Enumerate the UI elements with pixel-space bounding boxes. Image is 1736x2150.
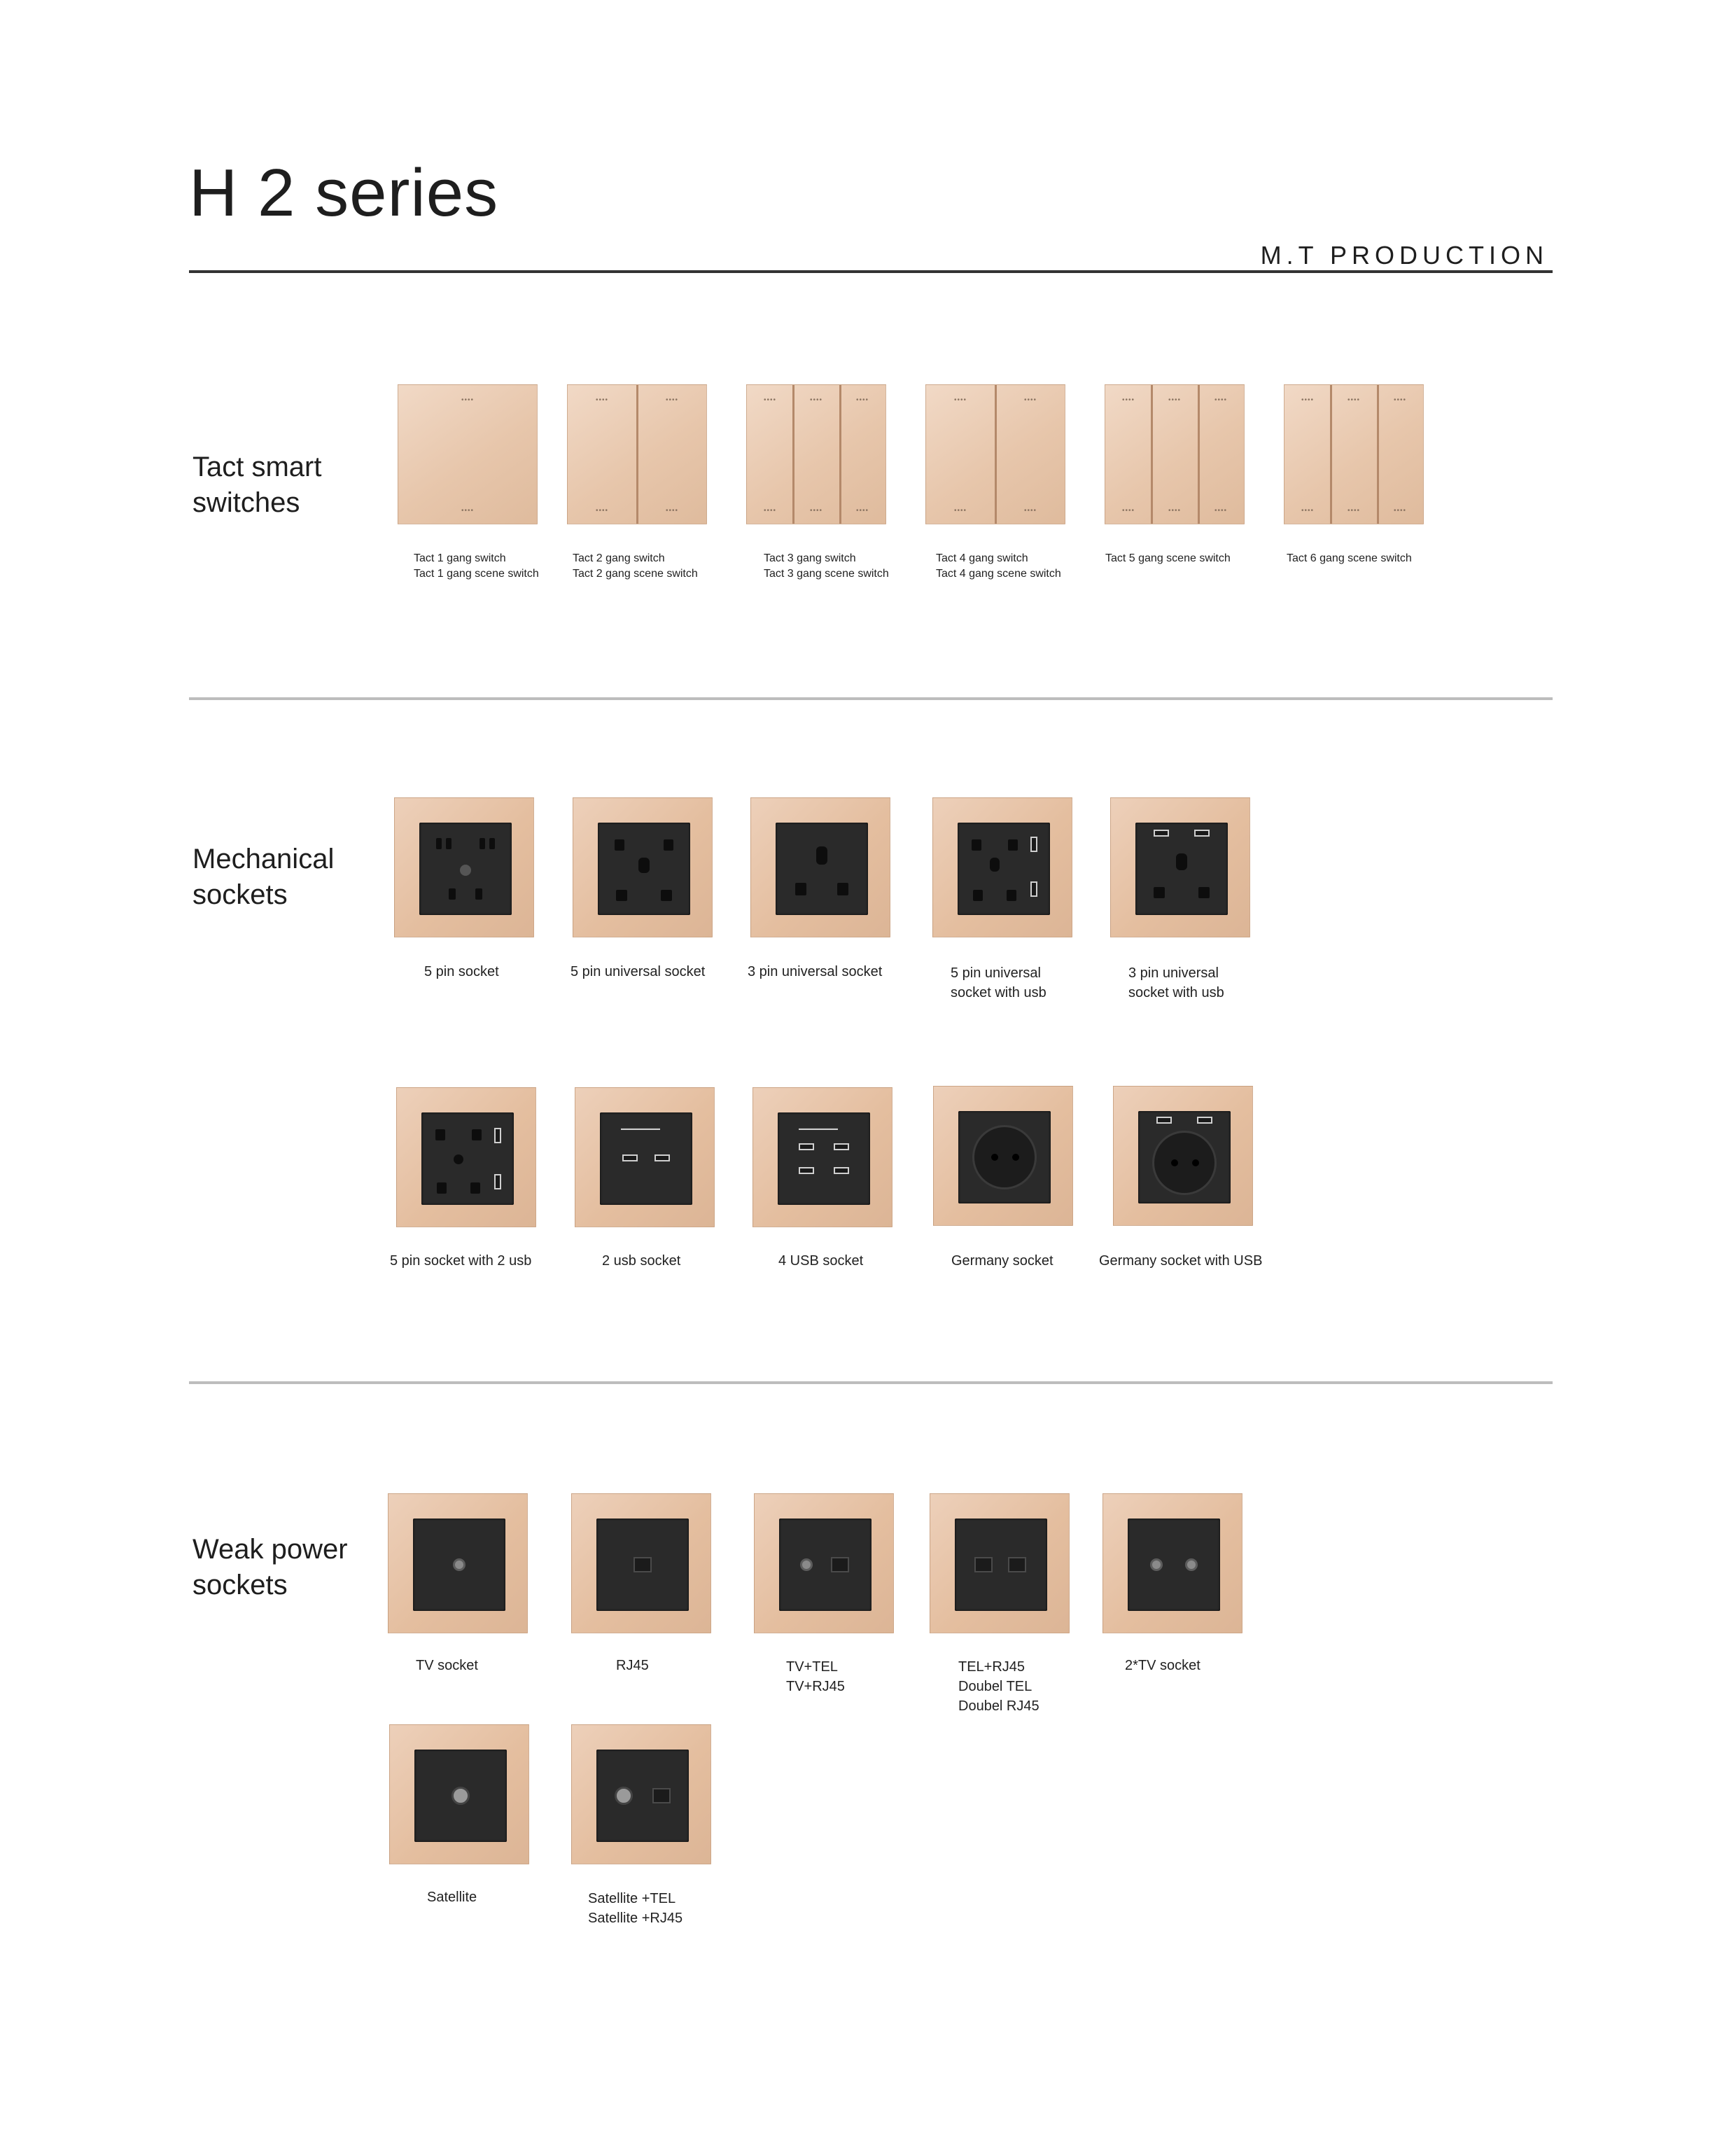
rj45-port-icon [652, 1788, 671, 1803]
caption-tact-5: Tact 5 gang scene switch [1105, 552, 1231, 564]
caption-weak-6: Satellite [427, 1890, 477, 1905]
caption-mech-2: 5 pin universal socket [570, 964, 706, 979]
caption-tact-1: Tact 1 gang switch Tact 1 gang scene switch [414, 552, 539, 580]
socket-panel-germany-usb [1113, 1086, 1253, 1226]
socket-panel-tv [388, 1493, 528, 1633]
usb-port-icon [834, 1167, 849, 1174]
caption-tact-2: Tact 2 gang switch Tact 2 gang scene switch [573, 552, 698, 580]
caption-mech-5: 3 pin universal socket with usb [1128, 965, 1224, 1000]
usb-port-icon [654, 1154, 670, 1161]
brand-label: M.T PRODUCTION [1260, 241, 1548, 270]
usb-port-icon [1030, 837, 1037, 852]
page-title: H 2 series [189, 155, 499, 230]
rj45-port-icon [634, 1557, 652, 1572]
caption-weak-2: RJ45 [616, 1658, 649, 1673]
coax-port-icon [1150, 1558, 1163, 1571]
coax-port-icon [800, 1558, 813, 1571]
socket-panel-5-pin [394, 797, 534, 937]
caption-weak-1: TV socket [416, 1658, 478, 1673]
usb-port-icon [1156, 1117, 1172, 1124]
socket-panel-5-pin-universal [573, 797, 713, 937]
caption-mech-1: 5 pin socket [424, 964, 499, 979]
section-title-mechanical: Mechanical sockets [192, 844, 335, 910]
socket-panel-tel-rj45 [930, 1493, 1070, 1633]
caption-weak-4: TEL+RJ45 Doubel TEL Doubel RJ45 [958, 1659, 1040, 1714]
caption-tact-3: Tact 3 gang switch Tact 3 gang scene switch [764, 552, 889, 580]
socket-panel-rj45 [571, 1493, 711, 1633]
usb-port-icon [799, 1167, 814, 1174]
socket-panel-2-tv [1102, 1493, 1242, 1633]
rj45-port-icon [974, 1557, 993, 1572]
switch-panel-3-gang: •••• •••• •••• •••• •••• •••• [746, 384, 886, 524]
usb-port-icon [622, 1154, 638, 1161]
rj45-port-icon [1008, 1557, 1026, 1572]
usb-port-icon [494, 1128, 501, 1143]
section-divider-1 [189, 697, 1553, 700]
socket-panel-germany [933, 1086, 1073, 1226]
usb-port-icon [799, 1143, 814, 1150]
usb-port-icon [1154, 830, 1169, 837]
caption-mech-9: Germany socket [951, 1253, 1054, 1269]
caption-weak-5: 2*TV socket [1125, 1658, 1200, 1673]
section-title-tact: Tact smart switches [192, 452, 322, 518]
caption-tact-4: Tact 4 gang switch Tact 4 gang scene switch [936, 552, 1061, 580]
socket-panel-4-usb: ▬▬▬▬▬▬▬▬ [752, 1087, 892, 1227]
switch-panel-5-gang: •••• •••• •••• •••• •••• •••• [1105, 384, 1245, 524]
coax-port-icon [1185, 1558, 1198, 1571]
socket-panel-3-pin-universal [750, 797, 890, 937]
satellite-port-icon [451, 1787, 470, 1805]
satellite-port-icon [615, 1787, 633, 1805]
usb-port-icon [834, 1143, 849, 1150]
usb-port-icon [1194, 830, 1210, 837]
usb-port-icon [1030, 881, 1037, 897]
usb-port-icon [494, 1174, 501, 1189]
caption-mech-3: 3 pin universal socket [748, 964, 883, 979]
socket-panel-satellite-tel [571, 1724, 711, 1864]
switch-panel-2-gang: •••• •••• •••• •••• [567, 384, 707, 524]
caption-mech-6: 5 pin socket with 2 usb [390, 1253, 532, 1269]
caption-mech-10: Germany socket with USB [1099, 1253, 1263, 1269]
caption-tact-6: Tact 6 gang scene switch [1287, 552, 1412, 564]
socket-panel-5-pin-2-usb [396, 1087, 536, 1227]
caption-mech-7: 2 usb socket [602, 1253, 681, 1269]
socket-panel-3-pin-universal-usb [1110, 797, 1250, 937]
caption-mech-4: 5 pin universal socket with usb [951, 965, 1046, 1000]
section-title-weak: Weak power sockets [192, 1534, 348, 1600]
socket-panel-tv-tel [754, 1493, 894, 1633]
coax-port-icon [453, 1558, 465, 1571]
socket-panel-2-usb: ▬▬▬▬▬▬▬▬ [575, 1087, 715, 1227]
section-divider-2 [189, 1381, 1553, 1384]
socket-panel-satellite [389, 1724, 529, 1864]
caption-weak-7: Satellite +TEL Satellite +RJ45 [588, 1891, 683, 1926]
switch-panel-1-gang: •••• •••• [398, 384, 538, 524]
switch-panel-4-gang: •••• •••• •••• •••• [925, 384, 1065, 524]
header-rule [189, 270, 1553, 273]
usb-port-icon [1197, 1117, 1212, 1124]
socket-panel-5-pin-universal-usb [932, 797, 1072, 937]
caption-mech-8: 4 USB socket [778, 1253, 864, 1269]
switch-panel-6-gang: •••• •••• •••• •••• •••• •••• [1284, 384, 1424, 524]
caption-weak-3: TV+TEL TV+RJ45 [786, 1659, 845, 1694]
rj45-port-icon [831, 1557, 849, 1572]
